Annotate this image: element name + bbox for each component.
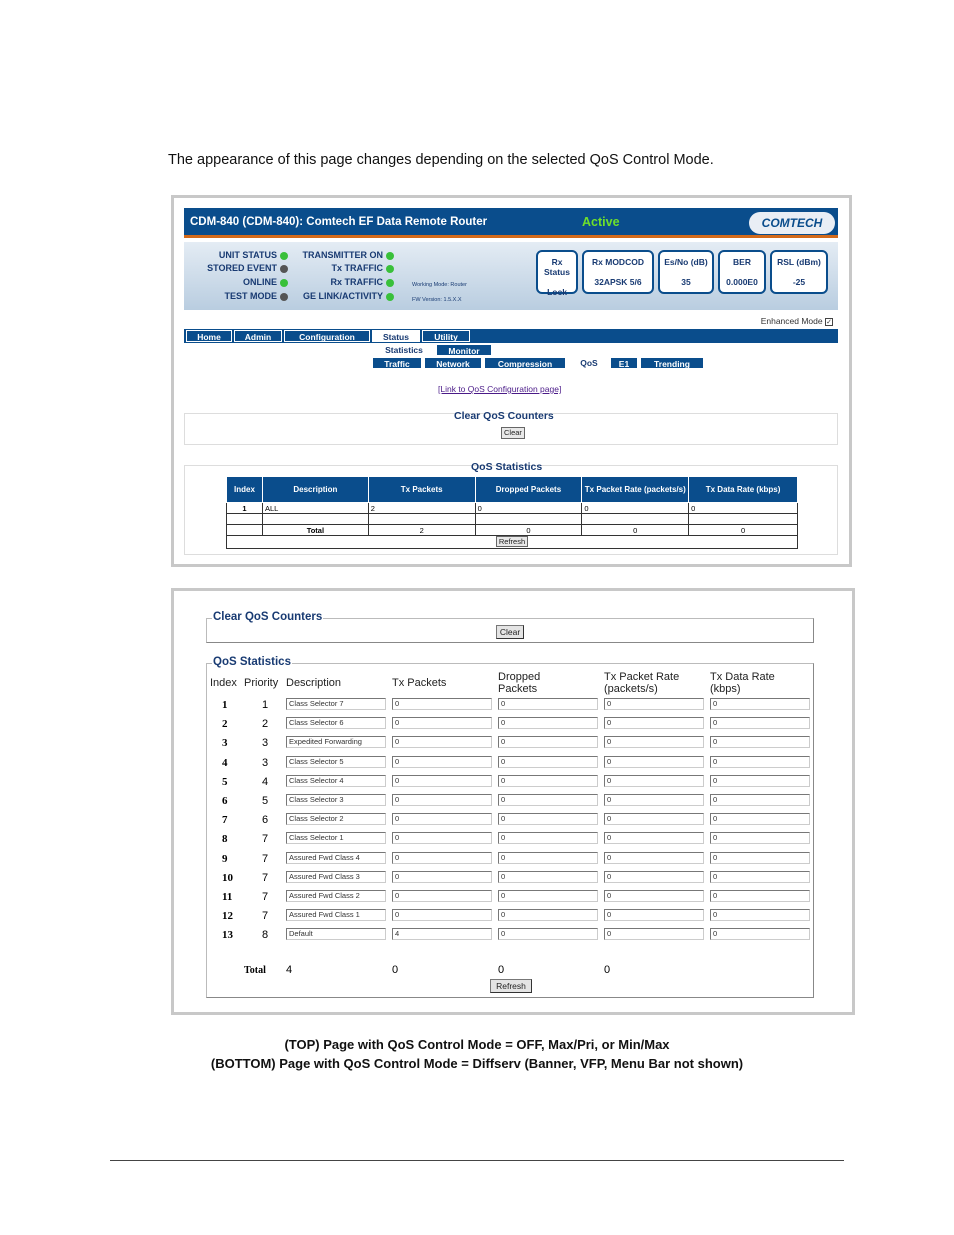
led-icon: [386, 279, 394, 287]
rate-field[interactable]: 0: [604, 794, 704, 806]
description-field[interactable]: Assured Fwd Class 2: [286, 890, 386, 902]
description-field[interactable]: Class Selector 2: [286, 813, 386, 825]
bottom-screenshot: [171, 588, 855, 1015]
hdr-rate-2: (packets/s): [604, 683, 658, 695]
top-screenshot: [171, 195, 852, 567]
comtech-logo: COMTECH: [749, 212, 835, 234]
led-icon: [386, 293, 394, 301]
nav-bar: [184, 329, 838, 343]
row-index: 10: [222, 871, 233, 884]
data-rate-field[interactable]: 0: [710, 794, 810, 806]
row-index: 7: [222, 814, 228, 827]
table-row: [174, 829, 814, 848]
led-icon: [280, 293, 288, 301]
rx-status-box: Rx Status Lock: [536, 250, 578, 294]
table-row: [174, 906, 814, 925]
row-index: 1: [222, 699, 228, 711]
row-priority: 7: [262, 852, 269, 865]
tab-configuration[interactable]: Configuration: [284, 330, 370, 342]
led-icon: [280, 252, 288, 260]
tab-compression[interactable]: Compression: [484, 357, 566, 369]
row-priority: 7: [262, 910, 269, 923]
data-rate-field[interactable]: 0: [710, 832, 810, 844]
description-field[interactable]: Class Selector 6: [286, 717, 386, 729]
dropped-field[interactable]: 0: [498, 909, 598, 921]
row-priority: 3: [262, 737, 269, 750]
rate-field[interactable]: 0: [604, 852, 704, 864]
table-row: [174, 772, 814, 791]
total-rate: 0: [498, 964, 505, 976]
dropped-field[interactable]: 0: [498, 775, 598, 787]
total-row: Total 2 0 0 0: [227, 525, 798, 536]
table-row: [174, 849, 814, 868]
dropped-field[interactable]: 0: [498, 813, 598, 825]
tab-e1[interactable]: E1: [610, 357, 638, 369]
dropped-field[interactable]: 0: [498, 832, 598, 844]
hdr-description: Description: [286, 677, 342, 689]
data-rate-field[interactable]: 0: [710, 928, 810, 940]
caption-bottom: (BOTTOM) Page with QoS Control Mode = Diffserv (Banner, VFP, Menu Bar not shown): [210, 1056, 744, 1071]
description-field[interactable]: Class Selector 3: [286, 794, 386, 806]
data-rate-field[interactable]: 0: [710, 813, 810, 825]
row-index: 6: [222, 795, 228, 807]
row-index: 9: [222, 852, 228, 865]
description-field[interactable]: Assured Fwd Class 1: [286, 909, 386, 921]
total-data-rate: 0: [604, 964, 611, 976]
tab-monitor[interactable]: Monitor: [436, 344, 492, 356]
working-mode: Working Mode: Router: [412, 282, 467, 288]
tab-traffic[interactable]: Traffic: [372, 357, 422, 369]
tab-home[interactable]: Home: [186, 330, 232, 342]
enhanced-mode[interactable]: Enhanced Mode ✓: [760, 316, 832, 326]
row-index: 8: [222, 833, 228, 846]
esno-box: Es/No (dB) 35: [658, 250, 714, 294]
tx-packets-field[interactable]: 0: [392, 794, 492, 806]
col-tx-packets: Tx Packets: [368, 477, 475, 503]
dropped-field[interactable]: 0: [498, 756, 598, 768]
row-priority: 7: [262, 871, 269, 884]
table-row: [174, 868, 814, 887]
tx-packets-field[interactable]: 0: [392, 890, 492, 902]
dropped-field[interactable]: 0: [498, 890, 598, 902]
dropped-field[interactable]: 0: [498, 928, 598, 940]
checkbox-icon: ✓: [826, 318, 832, 326]
clear-button[interactable]: Clear: [501, 427, 525, 439]
description-field[interactable]: Expedited Forwarding: [286, 736, 386, 748]
online: ONLINE: [190, 277, 288, 287]
banner-status: Active: [582, 215, 620, 229]
refresh-button[interactable]: Refresh: [490, 979, 532, 993]
rate-field[interactable]: 0: [604, 871, 704, 883]
clear-button[interactable]: Clear: [496, 625, 524, 639]
refresh-button[interactable]: Refresh: [496, 536, 528, 547]
row-priority: 5: [262, 795, 269, 807]
data-rate-field[interactable]: 0: [710, 890, 810, 902]
rate-field[interactable]: 0: [604, 928, 704, 940]
tx-packets-field[interactable]: 0: [392, 698, 492, 710]
col-index: Index: [227, 477, 263, 503]
tab-admin[interactable]: Admin: [234, 330, 282, 342]
description-field[interactable]: Class Selector 4: [286, 775, 386, 787]
table-row: [174, 925, 814, 944]
unit-status: UNIT STATUS: [190, 250, 288, 260]
row-priority: 7: [262, 833, 269, 846]
description-field[interactable]: Assured Fwd Class 3: [286, 871, 386, 883]
tx-packets-field[interactable]: 0: [392, 871, 492, 883]
data-rate-field[interactable]: 0: [710, 717, 810, 729]
data-rate-field[interactable]: 0: [710, 852, 810, 864]
rate-field[interactable]: 0: [604, 832, 704, 844]
table-row: [174, 733, 814, 752]
intro-text: The appearance of this page changes depending on the selected QoS Control Mode.: [168, 152, 714, 168]
total-dropped: 0: [392, 964, 399, 976]
tx-packets-field[interactable]: 0: [392, 909, 492, 921]
tx-packets-field[interactable]: 4: [392, 928, 492, 940]
row-priority: 2: [262, 718, 269, 731]
total-label: Total: [244, 965, 266, 976]
rate-field[interactable]: 0: [604, 756, 704, 768]
table-row: [174, 791, 814, 810]
footer-rule: [110, 1160, 844, 1161]
description-field[interactable]: Assured Fwd Class 4: [286, 852, 386, 864]
col-data-rate: Tx Data Rate (kbps): [689, 477, 798, 503]
hdr-dropped-2: Packets: [498, 683, 538, 695]
col-description: Description: [262, 477, 368, 503]
ge-link: GE LINK/ACTIVITY: [294, 291, 394, 301]
rate-field[interactable]: 0: [604, 890, 704, 902]
stored-event: STORED EVENT: [190, 263, 288, 273]
tab-trending[interactable]: Trending: [640, 357, 704, 369]
row-index: 5: [222, 775, 228, 788]
table-row: [174, 695, 814, 714]
rsl-box: RSL (dBm) -25: [770, 250, 828, 294]
stats-legend: QoS Statistics: [213, 656, 291, 668]
rx-traffic: Rx TRAFFIC: [294, 277, 394, 287]
data-rate-field[interactable]: 0: [710, 871, 810, 883]
dropped-field[interactable]: 0: [498, 794, 598, 806]
led-icon: [386, 252, 394, 260]
rate-field[interactable]: 0: [604, 813, 704, 825]
row-priority: 6: [262, 814, 269, 827]
hdr-data-1: Tx Data Rate: [710, 671, 775, 683]
dropped-field[interactable]: 0: [498, 698, 598, 710]
qos-config-link[interactable]: [Link to QoS Configuration page]: [438, 384, 562, 394]
hdr-tx-packets: Tx Packets: [392, 677, 447, 689]
row-index: 13: [222, 929, 233, 942]
hdr-priority: Priority: [244, 677, 279, 689]
dropped-field[interactable]: 0: [498, 852, 598, 864]
tab-utility[interactable]: Utility: [422, 330, 470, 342]
description-field[interactable]: Class Selector 5: [286, 756, 386, 768]
data-rate-field[interactable]: 0: [710, 698, 810, 710]
clear-title: Clear QoS Counters: [454, 410, 554, 422]
led-icon: [280, 265, 288, 273]
row-priority: 8: [262, 929, 269, 942]
tx-packets-field[interactable]: 0: [392, 736, 492, 748]
rate-field[interactable]: 0: [604, 698, 704, 710]
rate-field[interactable]: 0: [604, 736, 704, 748]
description-field[interactable]: Default: [286, 928, 386, 940]
test-mode: TEST MODE: [190, 291, 288, 301]
table-row: [174, 753, 814, 772]
tx-packets-field[interactable]: 0: [392, 775, 492, 787]
tx-packets-field[interactable]: 0: [392, 717, 492, 729]
table-row: 1 ALL 2 0 0 0: [227, 503, 798, 514]
dropped-field[interactable]: 0: [498, 871, 598, 883]
tx-packets-field[interactable]: 0: [392, 813, 492, 825]
dropped-field[interactable]: 0: [498, 717, 598, 729]
data-rate-field[interactable]: 0: [710, 756, 810, 768]
data-rate-field[interactable]: 0: [710, 775, 810, 787]
row-priority: 4: [262, 775, 269, 788]
transmitter-on: TRANSMITTER ON: [294, 250, 394, 260]
rate-field[interactable]: 0: [604, 717, 704, 729]
data-rate-field[interactable]: 0: [710, 736, 810, 748]
hdr-index: Index: [210, 677, 237, 689]
tab-statistics[interactable]: Statistics: [385, 345, 423, 355]
tab-qos[interactable]: QoS: [580, 358, 598, 368]
row-index: 12: [222, 910, 233, 923]
tab-status[interactable]: Status: [372, 330, 420, 342]
banner: [184, 208, 838, 238]
data-rate-field[interactable]: 0: [710, 909, 810, 921]
row-index: 11: [222, 891, 233, 903]
hdr-dropped-1: Dropped: [498, 671, 541, 683]
description-field[interactable]: Class Selector 1: [286, 832, 386, 844]
tx-packets-field[interactable]: 0: [392, 852, 492, 864]
row-index: 4: [222, 756, 228, 769]
dropped-field[interactable]: 0: [498, 736, 598, 748]
led-icon: [280, 279, 288, 287]
description-field[interactable]: Class Selector 7: [286, 698, 386, 710]
hdr-data-2: (kbps): [710, 683, 741, 695]
row-index: 2: [222, 718, 228, 731]
table-row: [174, 810, 814, 829]
row-priority: 3: [262, 756, 269, 769]
stats-title: QoS Statistics: [471, 461, 543, 473]
clear-legend: Clear QoS Counters: [213, 611, 323, 623]
led-icon: [386, 265, 394, 273]
tx-traffic: Tx TRAFFIC: [294, 263, 394, 273]
tx-packets-field[interactable]: 0: [392, 832, 492, 844]
rate-field[interactable]: 0: [604, 775, 704, 787]
rate-field[interactable]: 0: [604, 909, 704, 921]
row-index: 3: [222, 737, 228, 750]
row-priority: 1: [262, 699, 269, 711]
hdr-rate-1: Tx Packet Rate: [604, 671, 680, 683]
rx-modcod-box: Rx MODCOD 32APSK 5/6: [582, 250, 654, 294]
table-row: [174, 887, 814, 906]
banner-title: CDM-840 (CDM-840): Comtech EF Data Remote Router: [190, 216, 488, 228]
col-dropped: Dropped Packets: [475, 477, 582, 503]
tx-packets-field[interactable]: 0: [392, 756, 492, 768]
tab-network[interactable]: Network: [424, 357, 482, 369]
row-priority: 7: [262, 891, 269, 903]
total-tx: 4: [286, 964, 293, 976]
qos-stats-table: [226, 476, 798, 549]
col-rate: Tx Packet Rate (packets/s): [582, 477, 689, 503]
virtual-front-panel: [184, 242, 838, 310]
fw-version: FW Version: 1.5.X.X: [412, 297, 462, 303]
table-row: [174, 714, 814, 733]
caption-top: (TOP) Page with QoS Control Mode = OFF, Max/Pri, or Min/Max: [284, 1037, 670, 1052]
ber-box: BER 0.000E0: [718, 250, 766, 294]
